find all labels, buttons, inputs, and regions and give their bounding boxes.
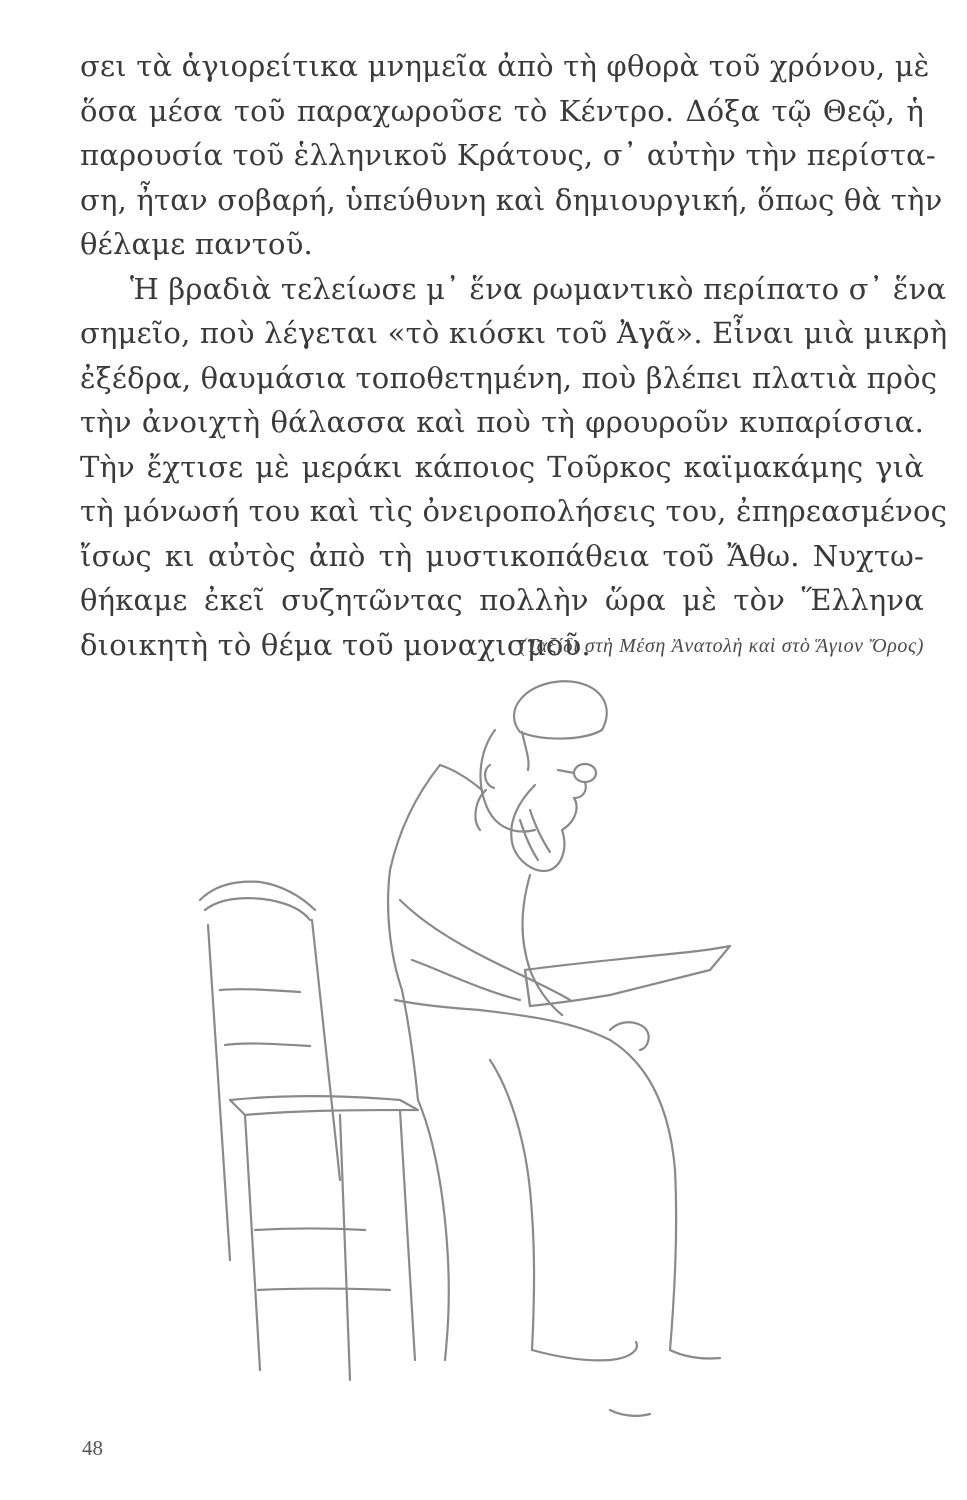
book <box>525 946 730 1006</box>
monk-robe <box>388 765 440 990</box>
monk-cap <box>514 681 607 738</box>
chair-back <box>200 882 315 910</box>
page-number: 48 <box>82 1436 103 1460</box>
spectacles <box>574 764 596 782</box>
monk-reading-drawing <box>190 670 850 1440</box>
monk-arm <box>400 900 570 1000</box>
text-line: Ἡ βραδιὰ τελείωσε μ᾽ ἕνα ρωμαντικὸ περίπατο σ᾽ ἕνα <box>130 271 947 306</box>
text-line: ὅσα μέσα τοῦ παραχωροῦσε τὸ Κέντρο. Δόξα τῷ Θεῷ, ἡ <box>80 93 924 128</box>
monk-head <box>480 730 535 832</box>
text-line: παρουσία τοῦ ἑλληνικοῦ Κράτους, σ᾽ αὐτὴν τὴν περίστα- <box>80 138 936 172</box>
monk-feet <box>532 1342 637 1360</box>
text-line: σημεῖο, ποὺ λέγεται «τὸ κιόσκι τοῦ Ἀγᾶ». Εἶναι μιὰ μικρὴ <box>80 316 948 350</box>
text-line: ἴσως κι αὐτὸς ἀπὸ τὴ μυστικοπάθεια τοῦ Ἄθω. Νυχτω- <box>80 538 924 573</box>
text-line: τὴ μόνωσή του καὶ τὶς ὀνειροπολήσεις του, ἐπηρεασμένος <box>80 494 948 528</box>
text-line: θήκαμε ἐκεῖ συζητῶντας πολλὴν ὥρα μὲ τὸν Ἕλληνα <box>80 583 924 617</box>
monk-beard <box>511 785 576 871</box>
text-line: σει τὰ ἁγιορείτικα μνημεῖα ἀπὸ τὴ φθορὰ τοῦ χρόνου, μὲ <box>80 49 930 83</box>
text-line: ση, ἦταν σοβαρή, ὑπεύθυνη καὶ δημιουργική, ὅπως θὰ τὴν <box>80 182 943 217</box>
text-line: θέλαμε παντοῦ. <box>80 227 313 261</box>
text-line: διοικητὴ τὸ θέμα τοῦ μοναχισμοῦ. <box>80 627 591 662</box>
text-line: ἐξέδρα, θαυμάσια τοποθετημένη, ποὺ βλέπει πλατιὰ πρὸς <box>80 360 938 395</box>
text-line: τὴν ἀνοιχτὴ θάλασσα καὶ ποὺ τὴ φρουροῦν κυπαρίσσια. <box>80 405 924 439</box>
source-caption: (Ταξίδι στὴ Μέση Ἀνατολὴ καὶ στὸ Ἅγιον Ὄρος) <box>519 635 924 657</box>
chair-seat <box>230 1096 418 1115</box>
monk-legs <box>480 1010 676 1350</box>
line-drawing <box>190 670 850 1440</box>
text-line: Τὴν ἔχτισε μὲ μεράκι κάποιος Τοῦρκος καϊμακάμης γιὰ <box>80 449 924 484</box>
body-text <box>80 44 948 667</box>
